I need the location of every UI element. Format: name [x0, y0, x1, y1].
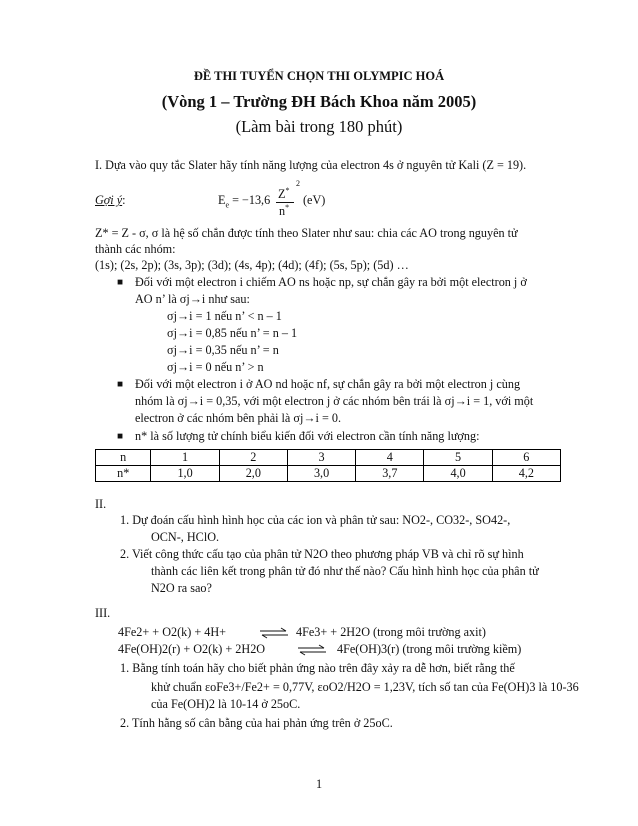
table-cell: 3,0	[287, 466, 355, 482]
table-cell: 3,7	[356, 466, 424, 482]
formula-numerator	[278, 186, 289, 202]
hint	[95, 193, 126, 208]
s2-q2-line-3: N2O ra sao?	[151, 581, 212, 595]
equation-1-lhs: 4Fe2+ + O2(k) + 4H+	[118, 625, 227, 639]
rule-3: σj→i = 0,35 nếu n’ = n	[167, 343, 279, 357]
equilibrium-arrow-icon	[296, 644, 328, 656]
exam-subtitle: (Vòng 1 – Trường ĐH Bách Khoa năm 2005)	[161, 92, 477, 111]
formula-unit: (eV)	[303, 193, 326, 207]
table-cell: 5	[424, 450, 492, 466]
table-cell: 1,0	[151, 466, 219, 482]
formula-z: Z	[278, 187, 286, 202]
exam-title: ĐỀ THI TUYỂN CHỌN THI OLYMPIC HOÁ	[193, 69, 445, 83]
table-cell: 3	[287, 450, 355, 466]
table-cell: 4,2	[492, 466, 560, 482]
zstar-line-2: thành các nhóm:	[95, 242, 176, 256]
orbital-groups: (1s); (2s, 2p); (3s, 3p); (3d); (4s, 4p); (4d); (4f); (5s, 5p); (5d) …	[95, 258, 409, 272]
bullet-1-line-2: AO n’ là σj→i như sau:	[135, 292, 250, 306]
rule-2: σj→i = 0,85 nếu n’ = n – 1	[167, 326, 298, 340]
formula-denominator	[279, 203, 289, 219]
formula-e: E	[218, 193, 226, 207]
formula-power: 2	[296, 179, 300, 188]
formula-e-sub: e	[225, 200, 230, 210]
equation-2-rhs: 4Fe(OH)3(r) (trong môi trường kiềm)	[337, 642, 522, 656]
bullet-icon: ■	[117, 431, 124, 442]
s3-q1-line-1: 1. Bằng tính toán hãy cho biết phản ứng nào trên đây xảy ra dễ hơn, biết rằng thế	[120, 661, 515, 675]
formula-n: n	[279, 204, 286, 219]
equation-1-rhs: 4Fe3+ + 2H2O (trong môi trường axit)	[296, 625, 486, 639]
section-3-label: III.	[95, 606, 111, 620]
rule-1: σj→i = 1 nếu n’ < n – 1	[167, 309, 282, 323]
s2-q2-line-1: 2. Viết công thức cấu tạo của phân tử N2O theo phương pháp VB và chỉ rõ sự hình	[120, 547, 524, 561]
s2-q1-line-2: OCN-, HClO.	[151, 530, 220, 544]
n-star-table	[95, 449, 561, 482]
table-cell: 6	[492, 450, 560, 466]
equation-2-lhs: 4Fe(OH)2(r) + O2(k) + 2H2O	[118, 642, 266, 656]
rule-4: σj→i = 0 nếu n’ > n	[167, 360, 264, 374]
s3-q1-line-3: của Fe(OH)2 là 10-14 ở 25oC.	[151, 697, 301, 711]
s2-q1-line-1: 1. Dự đoán cấu hình hình học của các ion và phân tử sau: NO2-, CO32-, SO42-,	[120, 513, 511, 527]
s2-q2-line-2: thành các liên kết trong phân tử đó như thế nào? Cấu hình hình học của phân tử	[151, 564, 539, 578]
table-cell: 2	[219, 450, 287, 466]
hint-colon: :	[122, 193, 126, 207]
formula-z-sup: *	[285, 186, 290, 195]
table-cell: 4	[356, 450, 424, 466]
table-row	[96, 466, 561, 482]
page-number: 1	[315, 777, 323, 791]
exam-time: (Làm bài trong 180 phút)	[235, 117, 403, 136]
s3-q2: 2. Tính hằng số cân bằng của hai phản ứng trên ở 25oC.	[120, 716, 393, 730]
equilibrium-arrow-icon	[258, 627, 290, 639]
table-cell: 1	[151, 450, 219, 466]
bullet-icon: ■	[117, 277, 124, 288]
table-row	[96, 450, 561, 466]
bullet-2-line-2: nhóm là σj→i = 0,35, với một electron j ở các nhóm bên trái là σj→i = 1, với một	[135, 394, 534, 408]
bullet-1-line-1: Đối với một electron i chiếm AO ns hoặc np, sự chắn gây ra bởi một electron j ở	[135, 275, 527, 289]
bullet-icon: ■	[117, 379, 124, 390]
question-1: I. Dựa vào quy tắc Slater hãy tính năng lượng của electron 4s ở nguyên tử Kali (Z = 19).	[95, 158, 527, 172]
table-cell: 4,0	[424, 466, 492, 482]
zstar-line-1: Z* = Z - σ, σ là hệ số chắn được tính theo Slater như sau: chia các AO trong nguyên tử	[95, 226, 518, 240]
bullet-3: n* là số lượng tử chính biểu kiến đối với electron cần tính năng lượng:	[135, 429, 480, 443]
formula-n-sup: *	[285, 203, 290, 212]
table-cell: n	[96, 450, 151, 466]
section-2-label: II.	[95, 497, 107, 511]
formula-coef: = −13,6	[232, 193, 271, 207]
bullet-2-line-1: Đối với một electron i ở AO nd hoặc nf, sự chắn gây ra bởi một electron j cùng	[135, 377, 521, 391]
s3-q1-line-2: khử chuẩn εoFe3+/Fe2+ = 0,77V, εoO2/H2O = 1,23V, tích số tan của Fe(OH)3 là 10-36	[151, 680, 579, 694]
table-cell: 2,0	[219, 466, 287, 482]
formula-lhs	[218, 193, 270, 209]
table-cell: n*	[96, 466, 151, 482]
hint-label: Gợi ý	[95, 193, 123, 207]
bullet-2-line-3: electron ở các nhóm bên phải là σj→i = 0.	[135, 411, 342, 425]
